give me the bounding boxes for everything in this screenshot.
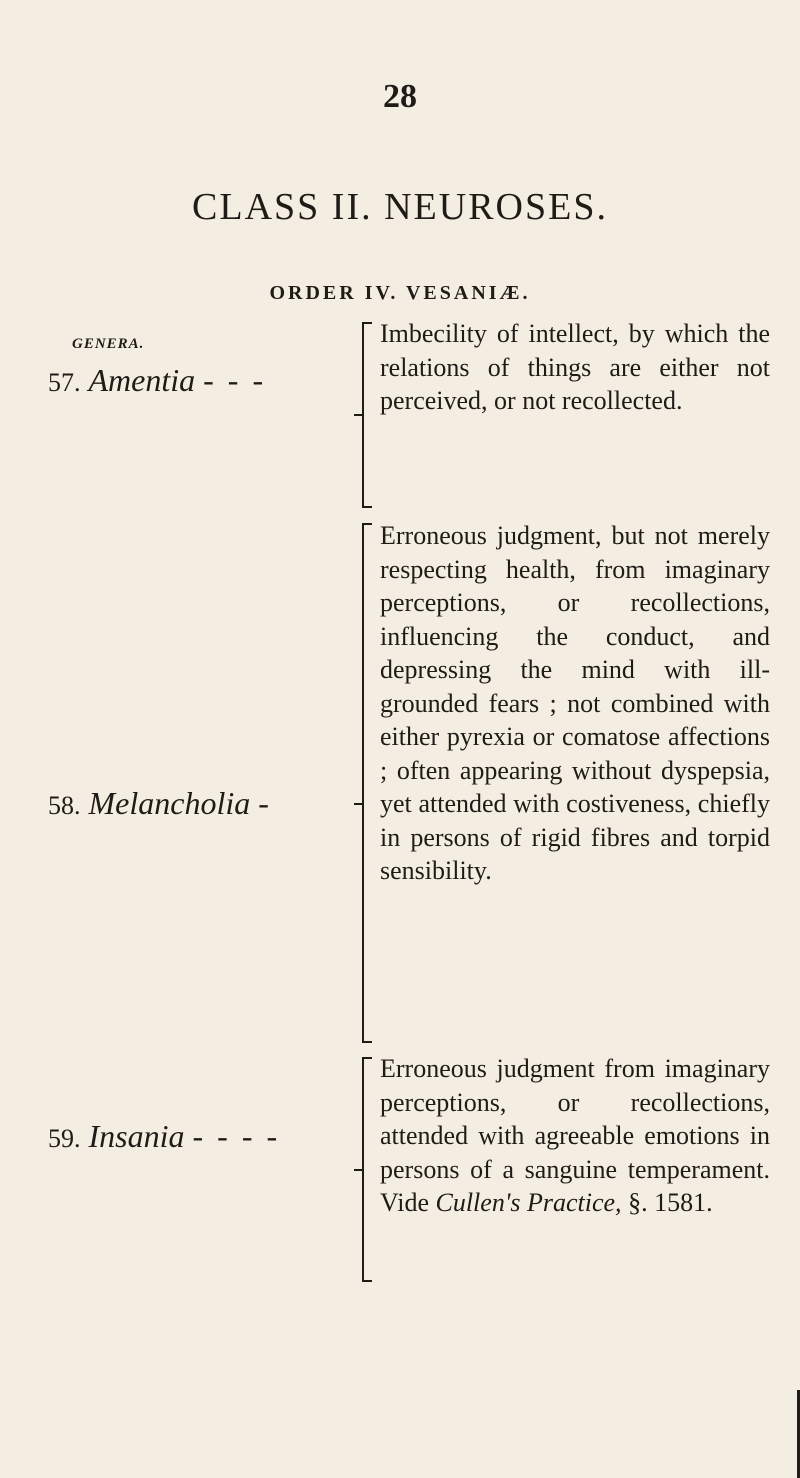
leader-dashes: - - - — [203, 362, 267, 398]
genus-number: 59. — [48, 1124, 81, 1153]
genera-label: GENERA. — [72, 336, 145, 352]
leader-dashes: - — [258, 785, 272, 821]
genus-number: 57. — [48, 368, 81, 397]
genus-description — [380, 1052, 770, 1220]
class-title: CLASS II. NEUROSES. — [192, 186, 608, 228]
page-number: 28 — [383, 78, 417, 115]
brace-point — [354, 803, 364, 805]
leader-dashes: - - - - — [192, 1118, 281, 1154]
reference-citation: Cullen's Practice, — [435, 1188, 622, 1217]
reference-section: §. 1581. — [628, 1188, 713, 1217]
genus-description: Erroneous judgment, but not merely respecting health, from imaginary perceptions, or recollections, influencing the conduct, and depressing the mind with ill-grounded fears ; not combined with either pyrexia or comatose affections ; often appearing without dyspepsia, yet attended with costiveness, chiefly in persons of rigid fibres and torpid sensibility. — [380, 521, 770, 885]
brace-point — [354, 414, 364, 416]
genus-heading — [48, 1118, 280, 1155]
genus-heading — [48, 785, 272, 822]
genus-description: Imbecility of intellect, by which the relations of things are either not perceived, or not recollected. — [380, 319, 770, 415]
genus-name: Melancholia — [88, 785, 251, 821]
brace-bracket — [362, 523, 372, 1043]
genus-heading — [48, 362, 266, 399]
order-title: ORDER IV. VESANIÆ. — [269, 282, 531, 304]
brace-bracket — [362, 1057, 372, 1282]
genus-name: Insania — [88, 1118, 185, 1154]
genus-number: 58. — [48, 791, 81, 820]
description-text: Erroneous judgment from imaginary perceptions, or recollections, attended with agreeable emotions in persons of a sanguine temperament. Vide — [380, 1054, 770, 1217]
genus-name: Amentia — [88, 362, 196, 398]
brace-bracket — [362, 322, 372, 508]
brace-point — [354, 1169, 364, 1171]
